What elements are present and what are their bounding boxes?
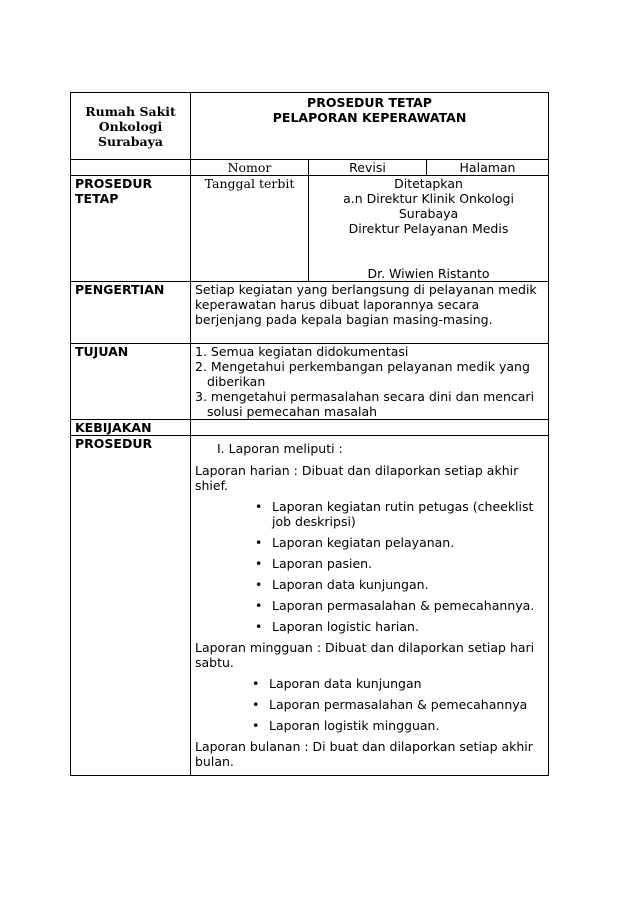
document-title-line-2: PELAPORAN KEPERAWATAN xyxy=(272,110,467,125)
laporan-mingguan-item-text: Laporan permasalahan & pemecahannya xyxy=(269,697,528,712)
bullet-icon: • xyxy=(252,676,260,691)
header-row xyxy=(71,93,549,160)
bullet-icon: • xyxy=(255,499,263,514)
protap-label-line-1: PROSEDUR xyxy=(75,176,153,191)
laporan-harian-intro: Laporan harian : Dibuat dan dilaporkan setiap akhir shief. xyxy=(195,463,519,493)
laporan-bulanan-intro: Laporan bulanan : Di buat dan dilaporkan setiap akhir bulan. xyxy=(195,739,533,769)
protap-label-line-2: TETAP xyxy=(75,191,119,206)
approval-line-4: Direktur Pelayanan Medis xyxy=(348,221,509,236)
bullet-icon: • xyxy=(255,598,263,613)
prosedur-row xyxy=(71,436,549,776)
laporan-harian-item xyxy=(255,556,544,571)
bullet-icon: • xyxy=(252,697,260,712)
kebijakan-content xyxy=(191,420,549,436)
tujuan-list xyxy=(195,344,544,419)
tujuan-item-3: 3. mengetahui permasalahan secara dini dan mencari solusi pemecahan masalah xyxy=(195,389,535,419)
bullet-icon: • xyxy=(252,718,260,733)
laporan-mingguan-item xyxy=(252,676,544,691)
prosedur-content xyxy=(191,436,549,776)
approval-cell xyxy=(309,176,549,282)
tujuan-content xyxy=(191,344,549,420)
laporan-harian-item xyxy=(255,619,544,634)
bullet-icon: • xyxy=(255,577,263,592)
halaman-label: Halaman xyxy=(427,160,549,176)
approval-line-3: Surabaya xyxy=(398,206,459,221)
approval-line-2: a.n Direktur Klinik Onkologi xyxy=(343,191,514,206)
laporan-harian-item-text: Laporan kegiatan pelayanan. xyxy=(272,535,455,550)
tujuan-row xyxy=(71,344,549,420)
laporan-harian-item xyxy=(255,535,544,550)
laporan-harian-list xyxy=(195,499,544,634)
signature-space xyxy=(313,236,544,266)
document-title-line-1: PROSEDUR TETAP xyxy=(307,95,432,110)
hospital-name-line-2: Onkologi xyxy=(98,118,163,134)
approval-line-1: Ditetapkan xyxy=(394,176,463,191)
tujuan-item-1: 1. Semua kegiatan didokumentasi xyxy=(195,344,409,359)
laporan-harian-item xyxy=(255,499,544,529)
laporan-mingguan-list xyxy=(195,676,544,733)
tanggal-terbit-label: Tanggal terbit xyxy=(191,176,309,282)
meta-empty-cell xyxy=(71,160,191,176)
signer-name: Dr. Wiwien Ristanto xyxy=(367,266,490,281)
laporan-harian-item-text: Laporan permasalahan & pemecahannya. xyxy=(272,598,535,613)
bullet-icon: • xyxy=(255,556,263,571)
nomor-label: Nomor xyxy=(191,160,309,176)
pengertian-row xyxy=(71,282,549,344)
laporan-mingguan-item xyxy=(252,718,544,733)
laporan-mingguan-item-text: Laporan data kunjungan xyxy=(269,676,422,691)
revisi-label: Revisi xyxy=(309,160,427,176)
tujuan-item-2: 2. Mengetahui perkembangan pelayanan medik yang diberikan xyxy=(195,359,530,389)
laporan-harian-item xyxy=(255,577,544,592)
hospital-name-cell xyxy=(71,93,191,160)
tujuan-label: TUJUAN xyxy=(71,344,191,420)
pengertian-label: PENGERTIAN xyxy=(71,282,191,344)
meta-row xyxy=(71,160,549,176)
bullet-icon: • xyxy=(255,619,263,634)
pengertian-text: Setiap kegiatan yang berlangsung di pelayanan medik keperawatan harus dibuat laporannya secara berjenjang pada kepala bagian masing-masing. xyxy=(191,282,549,344)
protap-row xyxy=(71,176,549,282)
sop-table xyxy=(70,92,549,776)
laporan-mingguan-intro: Laporan mingguan : Dibuat dan dilaporkan setiap hari sabtu. xyxy=(195,640,535,670)
laporan-harian-item-text: Laporan kegiatan rutin petugas (cheeklist job deskripsi) xyxy=(272,499,534,529)
prosedur-heading: I. Laporan meliputi : xyxy=(217,441,343,456)
laporan-harian-item-text: Laporan data kunjungan. xyxy=(272,577,429,592)
laporan-harian-item-text: Laporan logistic harian. xyxy=(272,619,419,634)
laporan-harian-item-text: Laporan pasien. xyxy=(272,556,373,571)
document-title-cell xyxy=(191,93,549,160)
kebijakan-row xyxy=(71,420,549,436)
laporan-mingguan-item xyxy=(252,697,544,712)
hospital-name-line-1: Rumah Sakit xyxy=(85,103,176,119)
kebijakan-label: KEBIJAKAN xyxy=(71,420,191,436)
bullet-icon: • xyxy=(255,535,263,550)
protap-label-cell xyxy=(71,176,191,282)
laporan-mingguan-item-text: Laporan logistik mingguan. xyxy=(269,718,440,733)
laporan-harian-item xyxy=(255,598,544,613)
hospital-name-line-3: Surabaya xyxy=(97,133,163,149)
prosedur-label: PROSEDUR xyxy=(71,436,191,776)
